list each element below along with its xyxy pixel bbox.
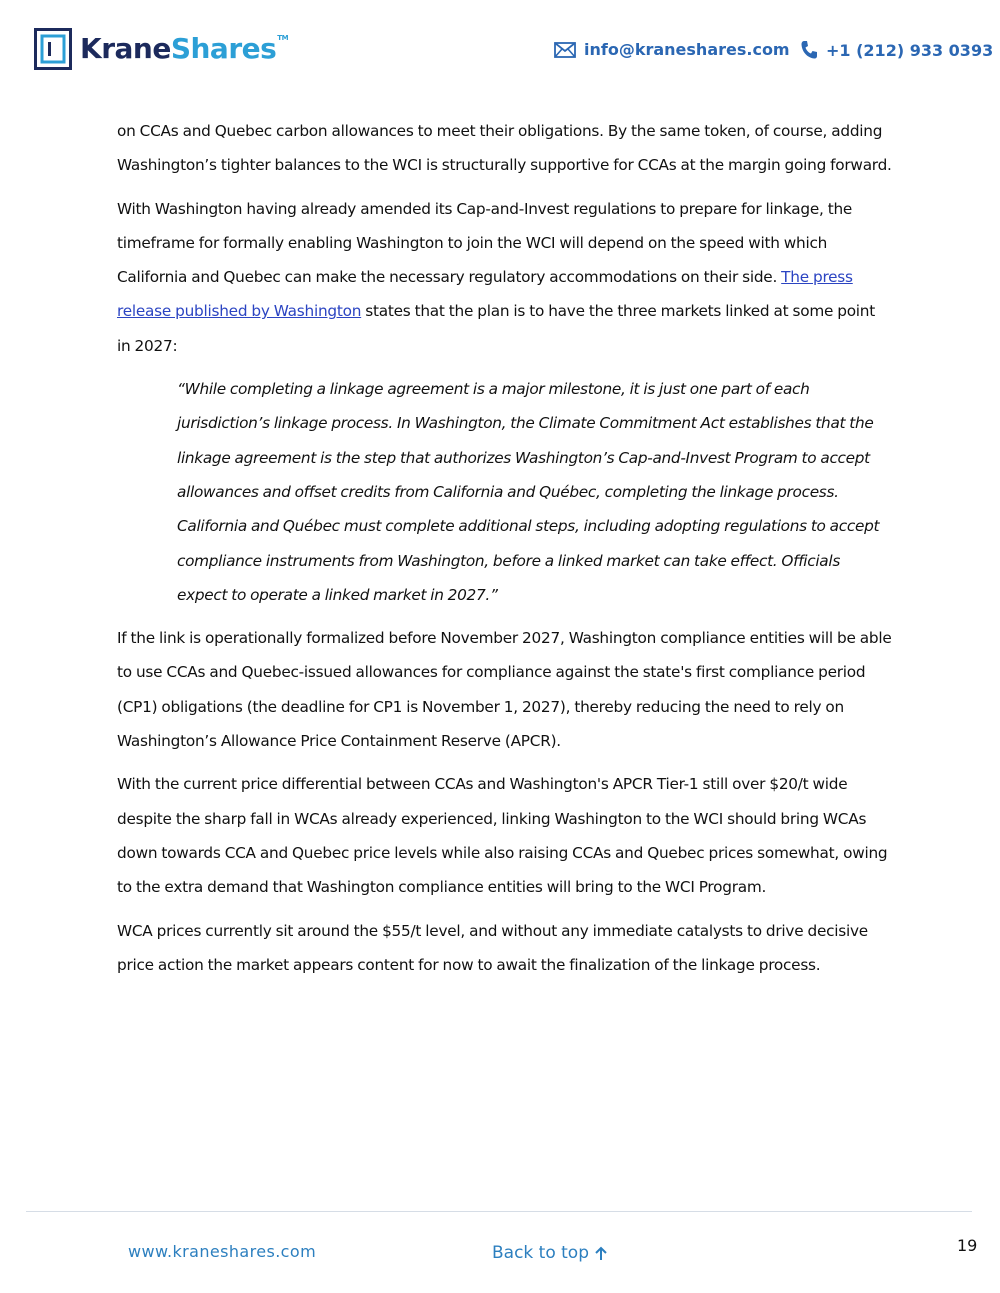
paragraph-text: With Washington having already amended its Cap-and-Invest regulations to prepare for linkage, the timeframe for formally enabling Washington to join the WCI will depend on the speed with which California and Quebec can make the necessary regulatory accommodations on their side. (117, 199, 853, 287)
paragraph: on CCAs and Quebec carbon allowances to meet their obligations. By the same token, of course, adding Washington’s tighter balances to the WCI is structurally supportive for CCAs at the margin going forward. (117, 122, 892, 175)
logo-text-shares: Shares (170, 32, 277, 65)
paragraph: With the current price differential between CCAs and Washington's APCR Tier-1 still over $20/t wide despite the sharp fall in WCAs already experienced, linking Washington to the WCI should bring WCAs down towards CCA and Quebec price levels while also raising CCAs and Quebec prices somewhat, owing to the extra demand that Washington compliance entities will bring to the WCI Program. (117, 775, 888, 897)
back-to-top-button[interactable] (492, 1243, 607, 1263)
kraneshares-logo-icon (34, 28, 72, 70)
email-text[interactable]: info@kraneshares.com (584, 40, 790, 59)
logo-trademark: TM (277, 34, 289, 42)
paragraph: WCA prices currently sit around the $55/t level, and without any immediate catalysts to drive decisive price action the market appears content for now to await the finalization of the linkage process. (117, 921, 868, 974)
press-release-link[interactable]: The press release published by Washington (117, 268, 853, 321)
page-header (0, 0, 1000, 100)
contact-phone[interactable] (800, 40, 993, 60)
press-release-quote: “While completing a linkage agreement is a major milestone, it is just one part of each jurisdiction’s linkage process. In Washington, the Climate Commitment Act establishes that the linkage agreement is the step that authorizes Washington’s Cap-and-Invest Program to accept allowances and offset credits from California and Québec, completing the linkage process. California and Québec must complete additional steps, including adopting regulations to accept compliance instruments from Washington, before a linked market can take effect. Officials expect to operate a linked market in 2027.” (177, 380, 880, 604)
back-to-top-label: Back to top (492, 1243, 590, 1263)
logo-text-krane: Krane (80, 32, 171, 65)
footer-website-link[interactable]: www.kraneshares.com (128, 1242, 317, 1261)
envelope-icon (554, 42, 576, 58)
page-number: 19 (957, 1236, 978, 1255)
arrow-up-icon (595, 1246, 607, 1261)
kraneshares-logo[interactable] (34, 28, 288, 70)
article-body (117, 114, 892, 991)
footer-divider (26, 1211, 972, 1212)
phone-icon (800, 40, 818, 60)
paragraph (117, 192, 892, 363)
phone-text[interactable]: +1 (212) 933 0393 (826, 40, 994, 60)
paragraph-text: states that the plan is to have the three markets linked at some point in 2027: (117, 302, 876, 355)
logo-wordmark (80, 32, 289, 65)
paragraph: If the link is operationally formalized before November 2027, Washington compliance entities will be able to use CCAs and Quebec-issued allowances for compliance against the state's first compliance period (CP1) obligations (the deadline for CP1 is November 1, 2027), thereby reducing the need to rely on Washington’s Allowance Price Containment Reserve (APCR). (117, 629, 892, 751)
contact-email[interactable] (554, 40, 790, 59)
